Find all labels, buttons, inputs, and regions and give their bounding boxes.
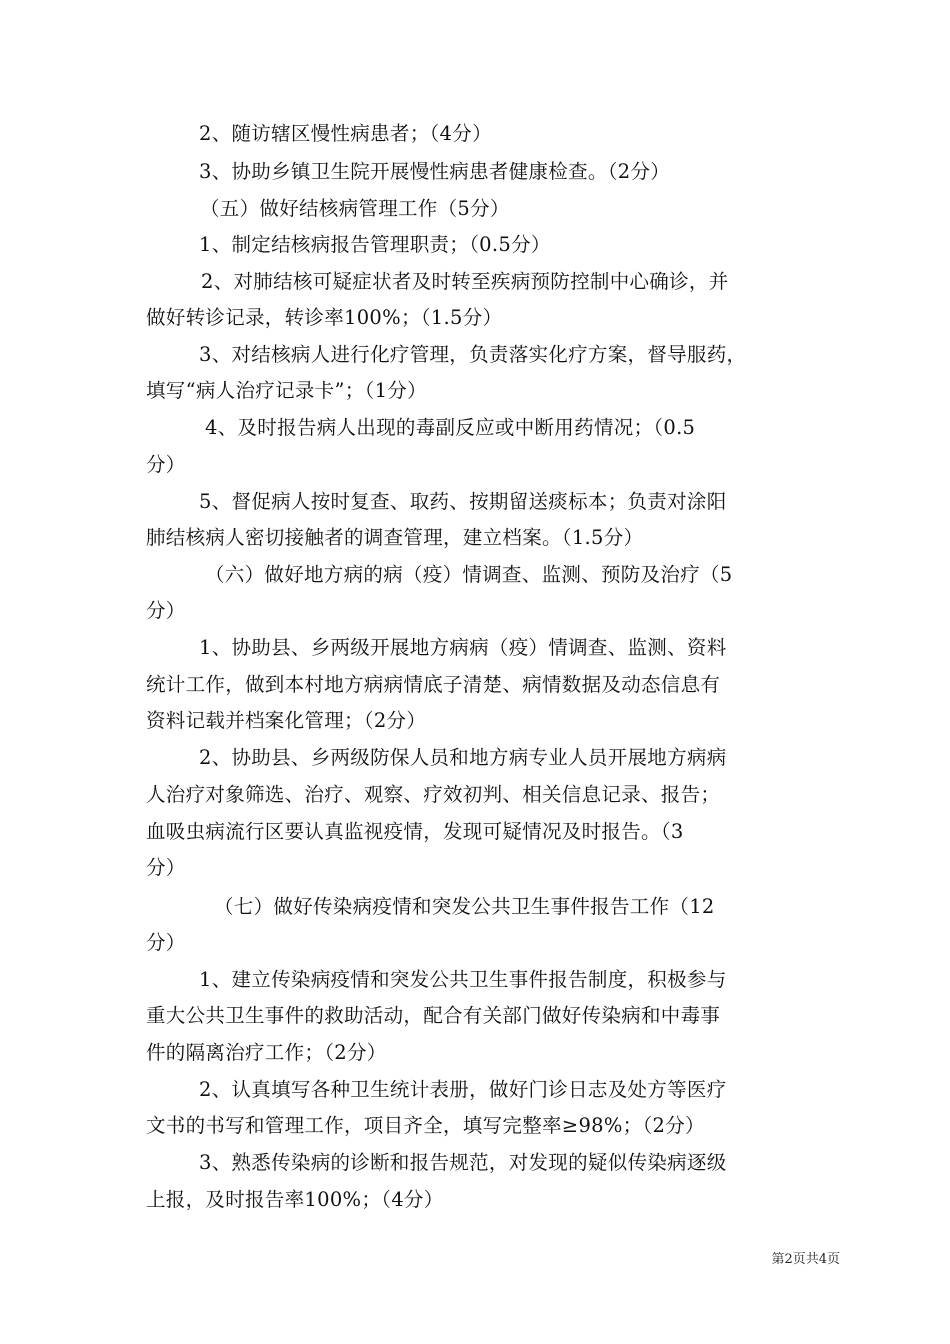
section-heading: （六）做好地方病的病（疫）情调查、监测、预防及治疗（5 [205,563,733,586]
text-line: 1、制定结核病报告管理职责；（0.5分） [199,233,551,256]
text-line: 填写“病人治疗记录卡”；（1分） [146,379,427,402]
text-line: 4、及时报告病人出现的毒副反应或中断用药情况；（0.5 [205,416,696,439]
section-heading: （五）做好结核病管理工作（5分） [200,197,510,220]
text-line: 3、熟悉传染病的诊断和报告规范，对发现的疑似传染病逐级 [199,1151,727,1174]
text-line: 1、建立传染病疫情和突发公共卫生事件报告制度，积极参与 [199,968,727,991]
text-line: 统计工作，做到本村地方病病情底子清楚、病情数据及动态信息有 [146,673,721,696]
text-line: 做好转诊记录，转诊率100%；（1.5分） [146,306,503,329]
text-line: 文书的书写和管理工作，项目齐全，填写完整率≥98%；（2分） [146,1114,705,1137]
text-line: 2、认真填写各种卫生统计表册，做好门诊日志及处方等医疗 [199,1078,727,1101]
text-line: 分） [146,856,186,879]
text-line: 3、对结核病人进行化疗管理，负责落实化疗方案，督导服药， [199,343,747,366]
text-line: 分） [146,931,186,954]
text-line: 3、协助乡镇卫生院开展慢性病患者健康检查。（2分） [199,160,671,183]
text-line: 2、对肺结核可疑症状者及时转至疾病预防控制中心确诊，并 [201,270,729,293]
text-line: 重大公共卫生事件的救助活动，配合有关部门做好传染病和中毒事 [146,1004,721,1027]
text-line: 件的隔离治疗工作；（2分） [146,1041,387,1064]
text-line: 分） [146,599,186,622]
text-line: 2、随访辖区慢性病患者；（4分） [199,122,492,145]
text-line: 资料记载并档案化管理；（2分） [146,709,427,732]
text-line: 肺结核病人密切接触者的调查管理，建立档案。（1.5分） [146,526,644,549]
text-line: 2、协助县、乡两级防保人员和地方病专业人员开展地方病病 [199,746,727,769]
text-line: 人治疗对象筛选、治疗、观察、疗效初判、相关信息记录、报告； [146,783,721,806]
text-line: 分） [146,453,186,476]
text-line: 血吸虫病流行区要认真监视疫情，发现可疑情况及时报告。（3 [146,820,684,843]
section-heading: （七）做好传染病疫情和突发公共卫生事件报告工作（12 [214,895,715,918]
text-line: 上报，及时报告率100%；（4分） [146,1188,444,1211]
text-line: 1、协助县、乡两级开展地方病病（疫）情调查、监测、资料 [199,636,727,659]
text-line: 5、督促病人按时复查、取药、按期留送痰标本；负责对涂阳 [199,490,727,513]
page-number: 第2页共4页 [771,1252,840,1267]
